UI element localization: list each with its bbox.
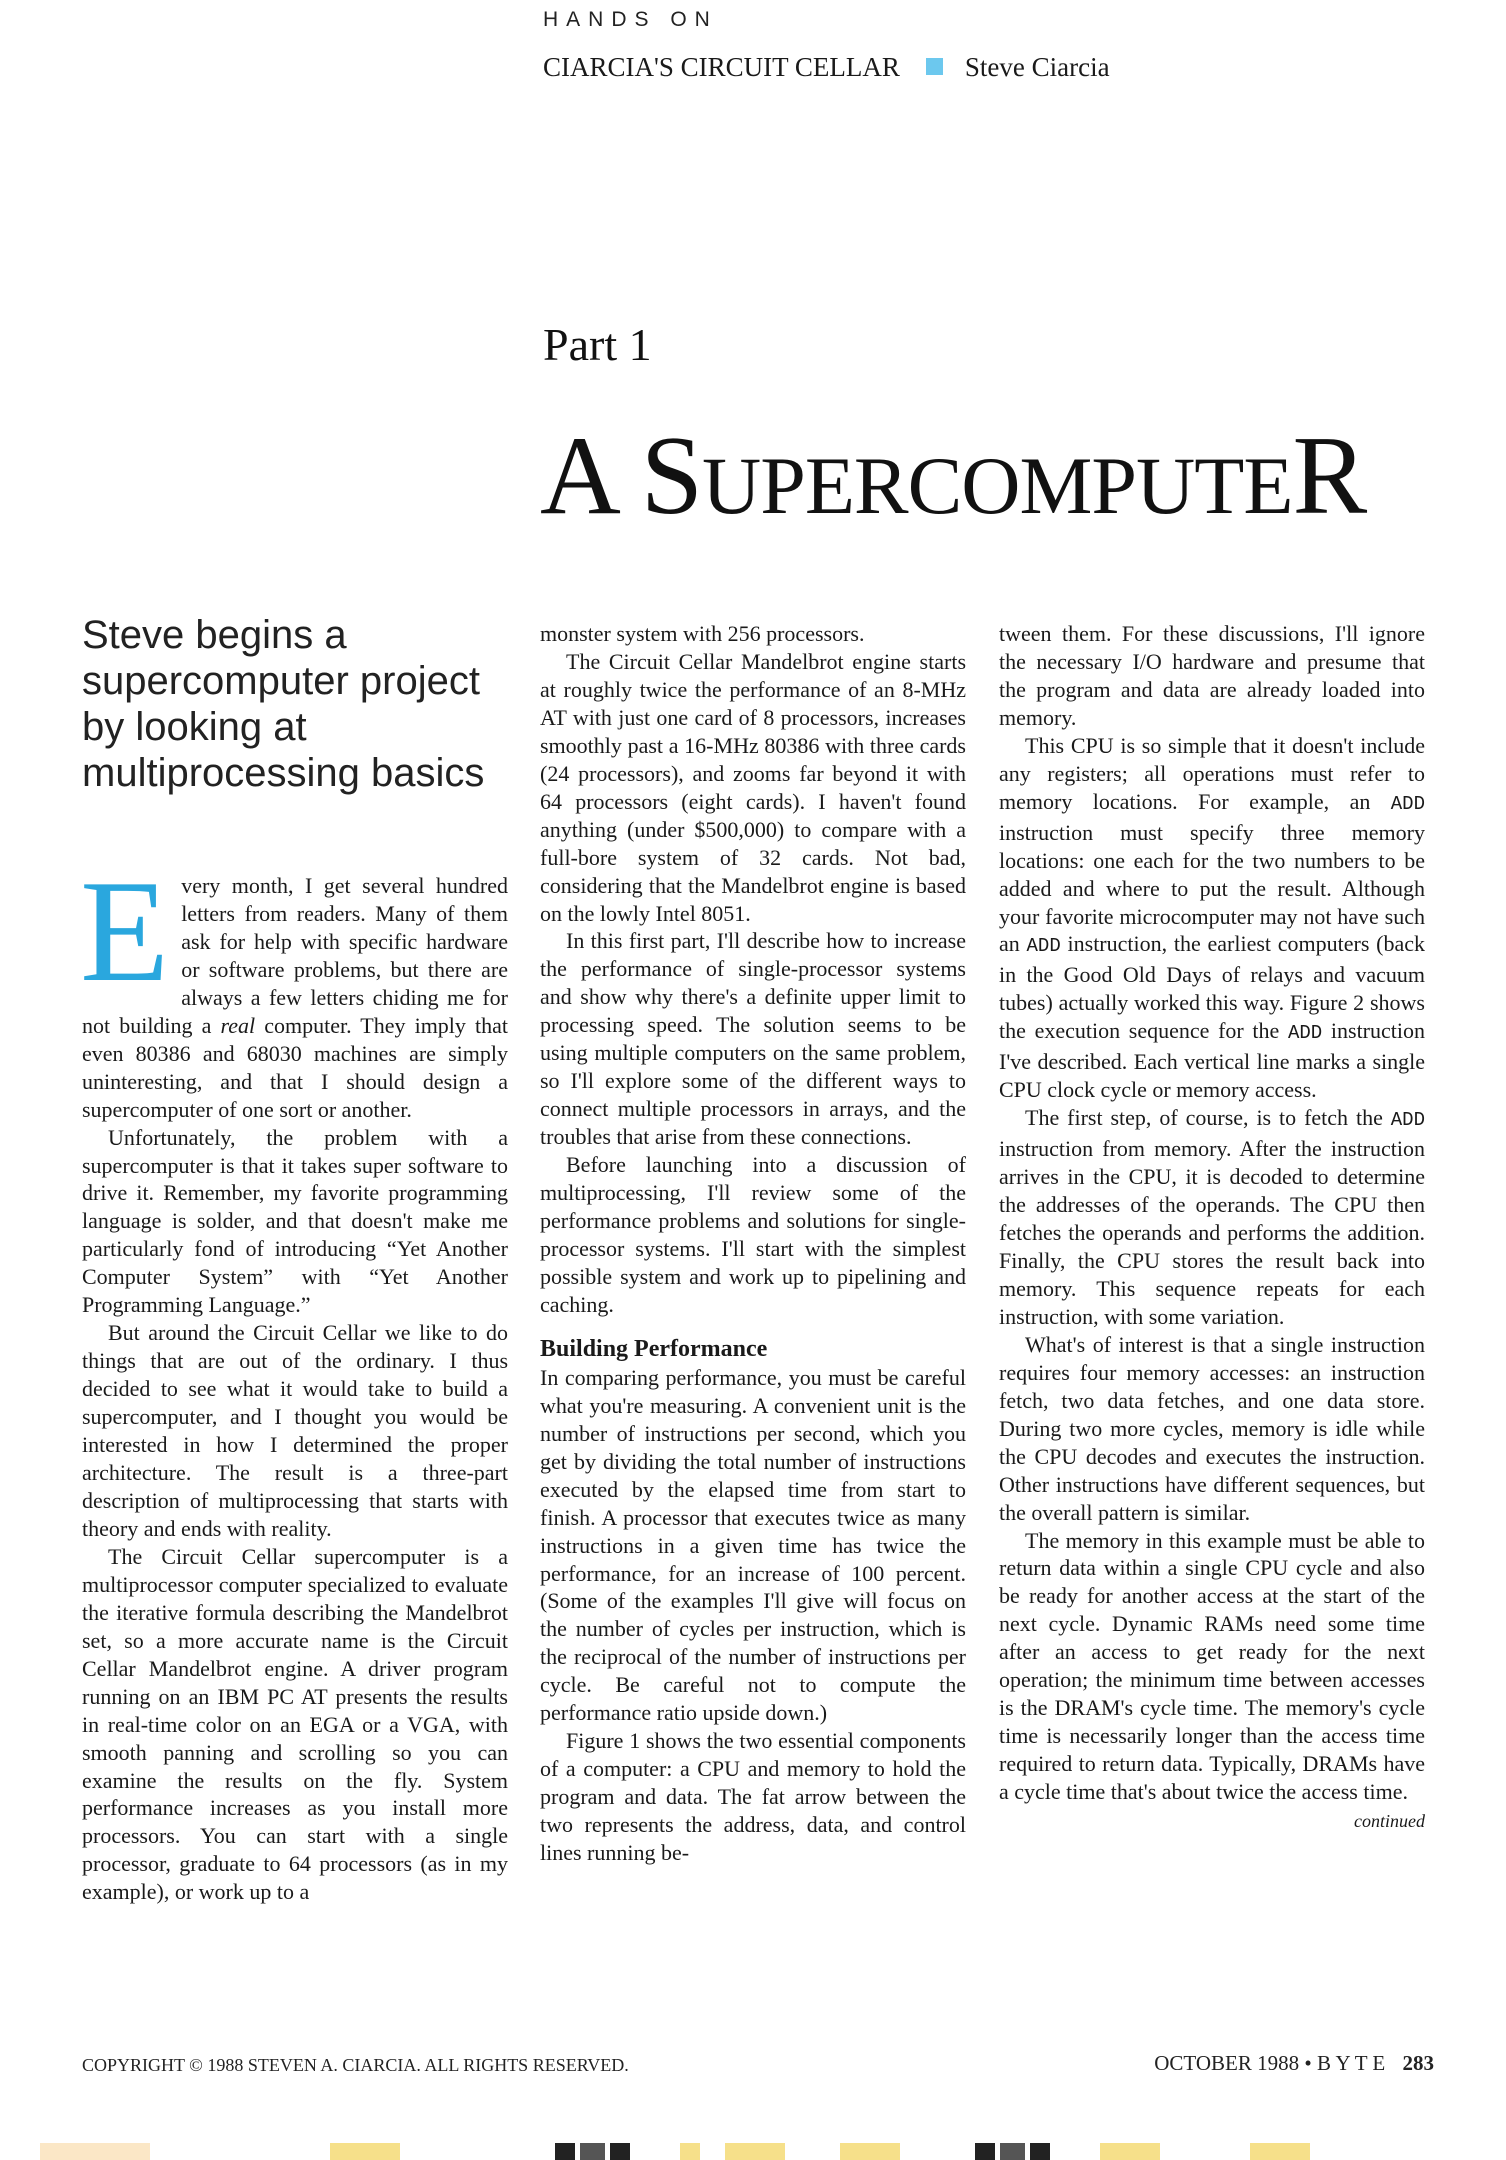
column-header: [543, 52, 1110, 83]
paragraph-text: This CPU is so simple that it doesn't include any registers; all operations must refer to memory locations. For example, an: [999, 732, 1425, 814]
author-name: Steve Ciarcia: [964, 52, 1110, 82]
paragraph: Before launching into a discussion of multiprocessing, I'll review some of the performance problems and solutions for single-processor systems. I'll start with the simplest possible system and work up to pipelining and caching.: [540, 1152, 966, 1317]
paragraph: [80, 850, 508, 1124]
article-title: [540, 414, 1367, 538]
section-kicker: HANDS ON: [543, 8, 718, 31]
issue-date: OCTOBER 1988: [1154, 2051, 1300, 2075]
body-column-2: [540, 620, 966, 1867]
part-label: Part 1: [543, 319, 652, 370]
title-initials: A S: [540, 414, 702, 538]
code-text: ADD: [1390, 792, 1425, 815]
paragraph: The Circuit Cellar Mandelbrot engine starts at roughly twice the performance of an 8-MHz AT with just one card of 8 processors, increases smoothly past a 16-MHz 80386 with three cards (24 processors), and zooms far beyond it with 64 processors (eight cards). I haven't found anything (under $500,000) to compare with a full-bore system of 32 cards. Not bad, considering that the Mandelbrot engine is based on the lowly Intel 8051.: [540, 648, 966, 926]
paragraph: The Circuit Cellar supercomputer is a multiprocessor computer specialized to evaluate the iterative formula describing the Mandelbrot set, so a more accurate name is the Circuit Cellar Mandelbrot engine. A driver program running on an IBM PC AT presents the results in real-time color on an EGA or a VGA, with smooth panning and scrolling so you can examine the results on the fly. System performance increases as you install more processors. You can start with a single processor, graduate to 64 processors (as in my example), or work up to a: [82, 1543, 508, 1905]
bullet-separator: •: [1304, 2051, 1312, 2075]
print-color-bar: [0, 2143, 1506, 2160]
continued-note: continued: [1354, 1811, 1425, 1832]
folio: [1154, 2051, 1434, 2076]
copyright-notice: COPYRIGHT © 1988 STEVEN A. CIARCIA. ALL RIGHTS RESERVED.: [82, 2055, 629, 2075]
code-text: ADD: [1390, 1109, 1425, 1132]
paragraph: Figure 1 shows the two essential components of a computer: a CPU and memory to hold the program and data. The fat arrow between the two represents the address, data, and control lines running be-: [540, 1728, 966, 1866]
body-column-3: [999, 620, 1425, 1836]
paragraph: In this first part, I'll describe how to increase the performance of single-processor systems and show why there's a definite upper limit to processing speed. The solution seems to be using multiple computers on the same problem, so I'll explore some of the different ways to connect multiple processors in arrays, and the troubles that arise from these connections.: [540, 928, 966, 1150]
code-text: ADD: [1026, 935, 1061, 958]
magazine-name: B Y T E: [1316, 2051, 1386, 2075]
column-name: CIARCIA'S CIRCUIT CELLAR: [543, 52, 900, 82]
paragraph: What's of interest is that a single instruction requires four memory accesses: an instruction fetch, two data fetches, and one data store. During two more cycles, memory is idle while the CPU decodes and executes the instruction. Other instructions have different sequences, but the overall pattern is similar.: [999, 1331, 1425, 1525]
paragraph: [999, 732, 1425, 1104]
paragraph: The memory in this example must be able to return data within a single CPU cycle and also be ready for another access at the start of the next cycle. Dynamic RAMs need some time after an access to get ready for the next operation; the minimum time between accesses is the DRAM's cycle time. The memory's cycle time is necessarily longer than the access time required to return data. Typically, DRAMs have a cycle time that's about twice the access time.: [999, 1527, 1425, 1805]
drop-cap: E: [80, 850, 170, 1012]
paragraph: [999, 1104, 1425, 1331]
paragraph: But around the Circuit Cellar we like to do things that are out of the ordinary. I thus decided to see what it would take to build a supercomputer, and I thought you would be interested in how I determined the proper architecture. The result is a three-part description of multiprocessing that starts with theory and ends with reality.: [82, 1320, 508, 1541]
paragraph: In comparing performance, you must be careful what you're measuring. A convenient unit is the number of instructions per second, which you get by dividing the total number of instructions executed by the elapsed time from start to finish. A processor that executes twice as many instructions in a given time has twice the performance, for an increase of 100 percent. (Some of the examples I'll give will focus on the number of cycles per instruction, which is the reciprocal of the number of instructions per cycle. Be careful not to compute the performance ratio upside down.): [540, 1364, 966, 1726]
paragraph-text: very month, I get several hundred letters from readers. Many of them ask for help with specific hardware or software problems, but there are always a few letters chiding me for not building a: [82, 873, 508, 1038]
paragraph: Unfortunately, the problem with a supercomputer is that it takes super software to drive it. Remember, my favorite programming language is solder, and that doesn't make me particularly fond of introducing “Yet Another Computer System” with “Yet Another Programming Language.”: [82, 1124, 508, 1318]
article-deck: Steve begins a supercomputer project by looking at multiprocessing basics: [82, 613, 485, 795]
emphasis-text: real: [220, 1012, 256, 1038]
code-text: ADD: [1287, 1022, 1323, 1045]
section-heading: Building Performance: [540, 1335, 768, 1362]
paragraph-text: instruction, the earliest computers (back in the Good Old Days of relays and vacuum tubes) actually worked this way. Figure 2 shows the execution sequence for the: [999, 931, 1426, 1044]
paragraph-text: The first step, of course, is to fetch the: [1025, 1105, 1383, 1131]
paragraph: monster system with 256 processors.: [540, 621, 865, 646]
page-number: 283: [1402, 2051, 1434, 2075]
title-smallcaps: UPERCOMPUTE: [702, 440, 1293, 531]
body-column-1: [80, 850, 508, 1906]
paragraph-text: instruction from memory. After the instruction arrives in the CPU, it is decoded to determine the addresses of the operands. The CPU then fetches the operands and performs the addition. Finally, the CPU stores the result back into memory. This sequence repeats for each instruction, with some variation.: [999, 1136, 1425, 1329]
paragraph-text: computer. They imply that even 80386 and 68030 machines are simply uninteresting, and that I should design a supercomputer of one sort or another.: [82, 1012, 508, 1122]
title-final-letter: R: [1292, 414, 1367, 538]
paragraph-text: instruction I've described. Each vertical line marks a single CPU clock cycle or memory access.: [999, 1018, 1425, 1103]
paragraph: tween them. For these discussions, I'll ignore the necessary I/O hardware and presume that the program and data are already loaded into memory.: [999, 621, 1425, 730]
blue-square-icon: [926, 58, 943, 75]
paragraph-text: instruction must specify three memory locations: one each for the two numbers to be added and where to put the result. Although your favorite microcomputer may not have such an: [999, 819, 1425, 957]
